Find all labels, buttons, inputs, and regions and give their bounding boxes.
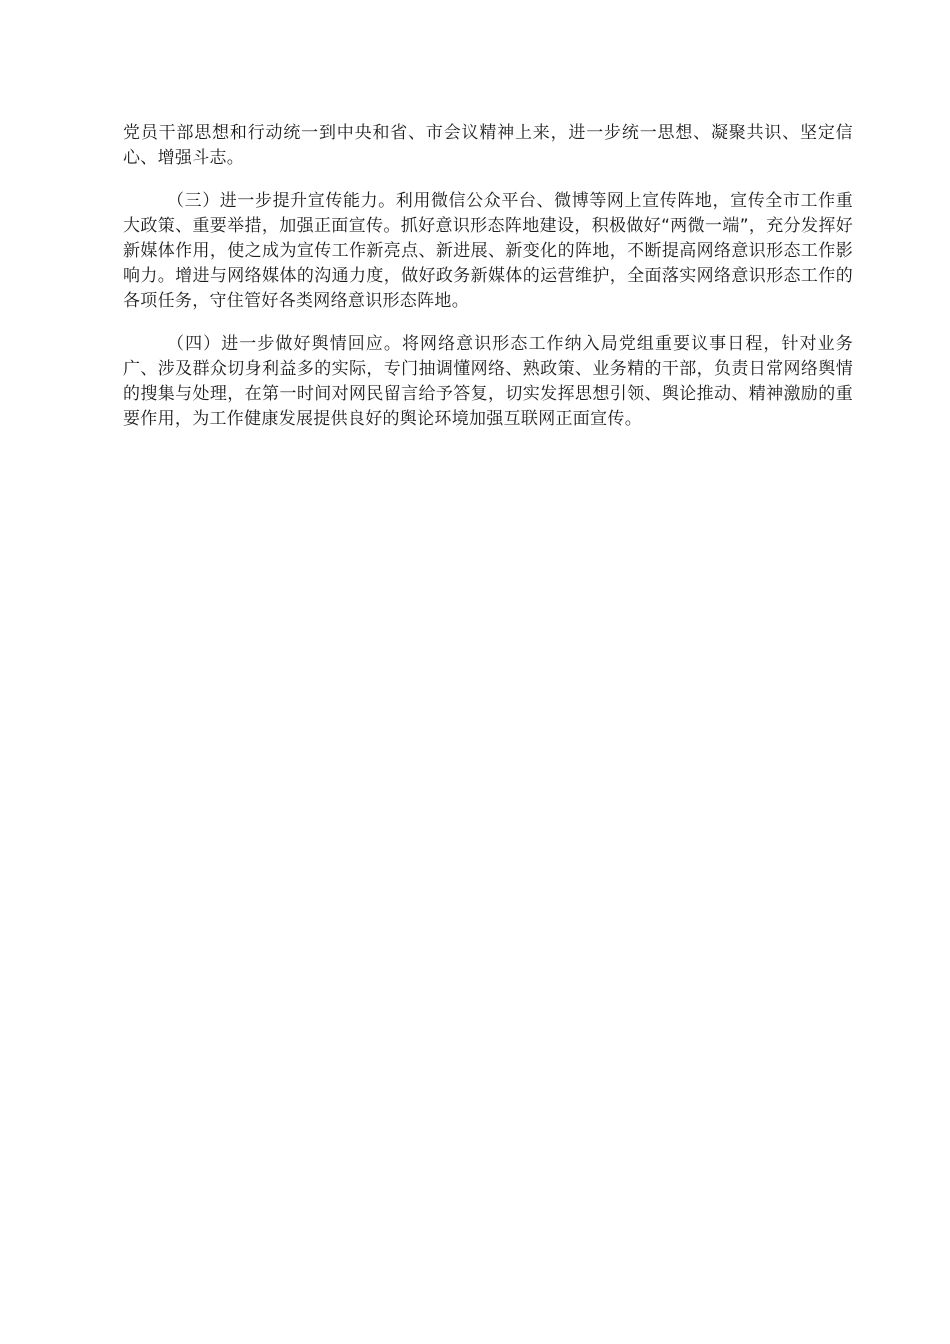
paragraph-1: 党员干部思想和行动统一到中央和省、市会议精神上来，进一步统一思想、凝聚共识、坚定信心、增强斗志。 (123, 123, 853, 168)
paragraph-3: （四）进一步做好舆情回应。将网络意识形态工作纳入局党组重要议事日程，针对业务广、涉及群众切身利益多的实际，专门抽调懂网络、熟政策、业务精的干部，负责日常网络舆情的搜集与处理，在第一时间对网民留言给予答复，切实发挥思想引领、舆论推动、精神激励的重要作用，为工作健康发展提供良好的舆论环境加强互联网正面宣传。 (123, 334, 853, 429)
document-page (123, 121, 853, 450)
paragraph-2: （三）进一步提升宣传能力。利用微信公众平台、微博等网上宣传阵地，宣传全市工作重大政策、重要举措，加强正面宣传。抓好意识形态阵地建设，积极做好“两微一端”，充分发挥好新媒体作用，使之成为宣传工作新亮点、新进展、新变化的阵地，不断提高网络意识形态工作影响力。增进与网络媒体的沟通力度，做好政务新媒体的运营维护，全面落实网络意识形态工作的各项任务，守住管好各类网络意识形态阵地。 (123, 191, 853, 311)
